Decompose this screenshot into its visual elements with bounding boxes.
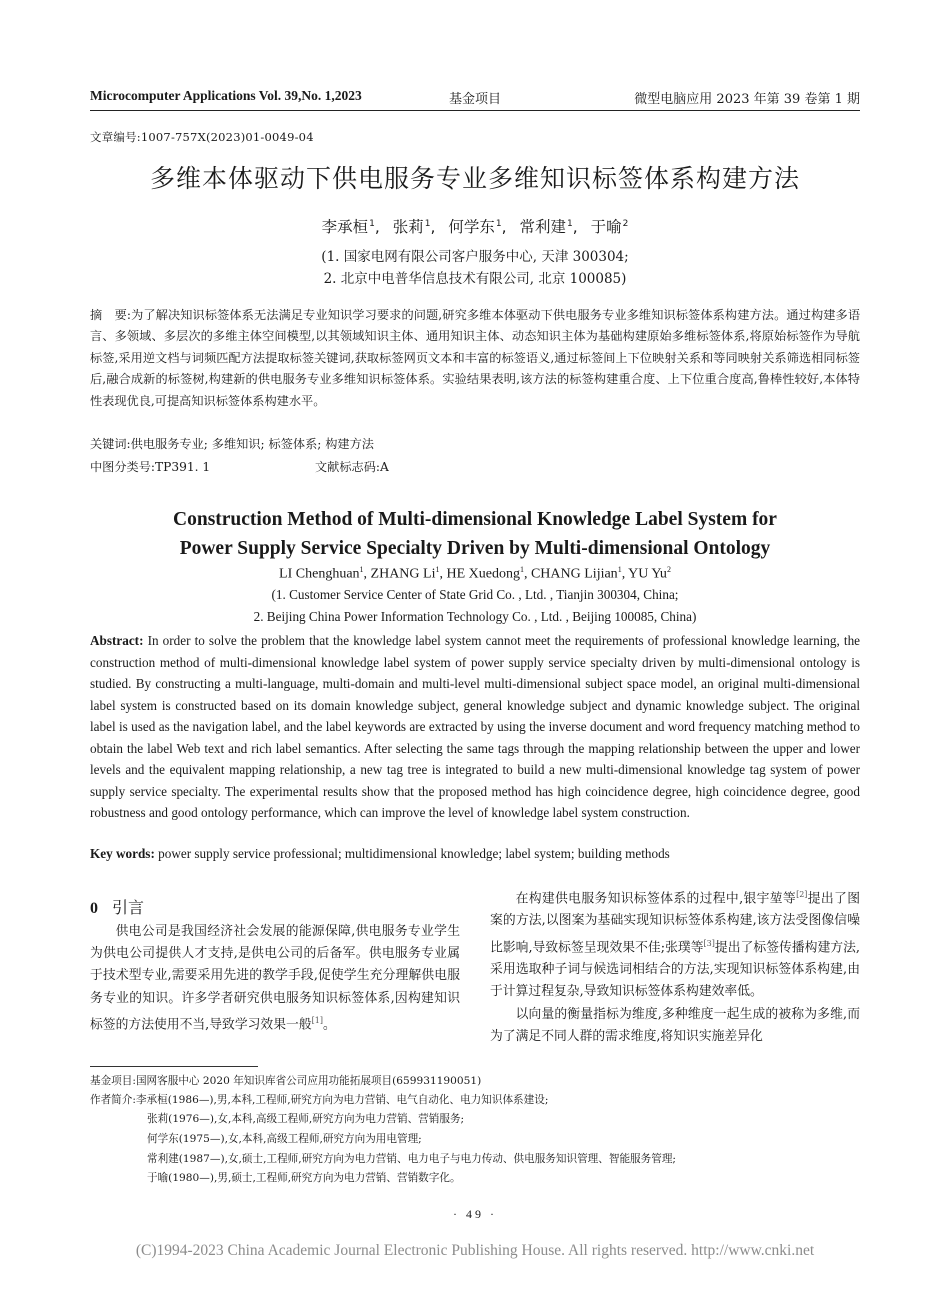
clc-label: 中图分类号: <box>90 460 156 474</box>
citation-ref[interactable]: [2] <box>796 890 808 899</box>
citation-ref[interactable]: [3] <box>703 938 715 948</box>
paragraph-end: 。 <box>322 1017 336 1033</box>
paragraph <box>90 921 460 1036</box>
author-affiliation-mark: 1 <box>617 565 622 574</box>
english-abstract-text: In order to solve the problem that the knowledge label system cannot meet the requirements of professional knowledge learning, the construction method of multi-dimensional knowledge label system of power supply service specialty driven by multi-dimensional ontology is studied. By constructing a multi-language, multi-domain and multi-level multi-dimensional subject space model, an original multi-dimensional label system is constructed based on its domain knowledge subject, general knowledge subject and dynamic knowledge subject. The original label is used as the navigation label, and the label keywords are extracted by using the inverse document and word frequency matching method to obtain the label Web text and rich label semantics. After selecting the same tags through the mapping relationship between the upper and lower levels and the equivalent mapping relationship, a new tag tree is integrated to build a new multi-dimensional knowledge tag system of power supply service specialty. The experimental results show that the proposed method has high coincidence degree, high coincidence degree, good robustness and good ontology performance, which can improve the level of knowledge label system construction. <box>90 633 861 820</box>
footnote-author-5: 于喻(1980—),男,硕士,工程师,研究方向为电力营销、营销数字化。 <box>147 1172 461 1184</box>
author-name: 常利建 <box>519 218 566 236</box>
english-title-line-2: Power Supply Service Specialty Driven by Multi-dimensional Ontology <box>179 538 771 559</box>
author-name: ZHANG Li <box>370 566 436 582</box>
chinese-abstract-text: 为了解决知识标签体系无法满足专业知识学习要求的问题,研究多维本体驱动下供电服务专业多维知识标签体系构建方法。通过构建多语言、多领域、多层次的多维主体空间模型,以其领域知识主体、通用知识主体、动态知识主体为基础构建原始多维标签体系,将原始标签作为导航标签,采用逆文档与词频匹配方法提取标签关键词,获取标签网页文本和丰富的标签语义,通过标签间上下位映射关系和等同映射关系筛选相同标签后,融合成新的标签树,构建新的供电服务专业多维知识标签体系。实验结果表明,该方法的标签构建重合度、上下位重合度高,鲁棒性较好,本体特性表现优良,可提高知识标签体系构建水平。 <box>90 308 861 408</box>
section-number: 0 <box>90 900 98 917</box>
author-name: 张莉 <box>392 218 424 236</box>
author-affiliation-mark: 1 <box>369 218 375 229</box>
author-affiliation-mark: 1 <box>495 218 502 229</box>
paragraph-text: 提出了图案的方法,以图案为基础实现知识标签体系构建,该方法受图像信噪比影响,导致标签呈现效果不佳;张璞等 <box>490 891 861 955</box>
author-name: 于喻 <box>590 218 622 236</box>
english-abstract <box>90 630 860 824</box>
citation-ref[interactable]: [1] <box>311 1015 323 1025</box>
paragraph-text: 提出了标签传播构建方法,采用选取种子词与候选词相结合的方法,实现知识标签体系构建,由于计算过程复杂,导致知识标签体系构建效率低。 <box>490 939 860 1000</box>
author-affiliation-mark: 1 <box>567 218 573 229</box>
chinese-keywords-text: 供电服务专业; 多维知识; 标签体系; 构建方法 <box>130 437 374 451</box>
author-name: YU Yu <box>628 566 667 582</box>
chinese-authors: 李承桓$^1$, 张莉$^1$, 何学东$^1$, 常利建$^1$, 于喻$^2$ <box>321 218 629 236</box>
document-code <box>315 458 389 475</box>
header-journal-english: Microcomputer Applications Vol. 39,No. 1,2023 <box>90 88 362 103</box>
header-rule <box>90 110 860 111</box>
author-name: 何学东 <box>448 218 495 236</box>
footnote-author-3: 何学东(1975—),女,本科,高级工程师,研究方向为用电管理; <box>147 1133 422 1145</box>
paragraph-text: 在构建供电服务知识标签体系的过程中,银宇堃等 <box>515 891 797 907</box>
english-affiliation-1: (1. Customer Service Center of State Grid Co. , Ltd. , Tianjin 300304, China; <box>271 587 679 602</box>
author-name: CHANG Lijian <box>530 566 618 582</box>
author-affiliation-mark: 1 <box>519 565 524 574</box>
english-keywords <box>90 846 860 862</box>
section-title: 引言 <box>112 898 145 917</box>
chinese-keywords <box>90 435 374 452</box>
section-heading <box>90 895 144 918</box>
author-affiliation-mark: 2 <box>666 565 671 574</box>
chinese-abstract-label: 摘 要: <box>90 308 131 322</box>
clc-value: TP391. 1 <box>155 460 211 474</box>
running-header <box>90 88 860 110</box>
doc-value: A <box>380 460 389 474</box>
paragraph-text: 供电公司是我国经济社会发展的能源保障,供电服务专业学生为供电公司提供人才支持,是供电公司的后备军。供电服务专业属于技术型专业,需要采用先进的教学手段,促使学生充分理解供电服务专业的知识。许多学者研究供电服务知识标签体系,因构建知识标签的方法使用不当,导致学习效果一般 <box>90 924 460 1033</box>
header-category: 基金项目 <box>448 92 501 107</box>
article-number: 文章编号:1007-757X(2023)01-0049-04 <box>90 130 314 144</box>
english-title-line-1: Construction Method of Multi-dimensional Knowledge Label System for <box>173 509 777 530</box>
author-affiliation-mark: 1 <box>359 565 364 574</box>
english-keywords-text: power supply service professional; multidimensional knowledge; label system; building methods <box>158 846 670 861</box>
english-keywords-label: Key words: <box>90 846 155 861</box>
author-name: LI Chenghuan <box>279 566 360 582</box>
author-affiliation-mark: 2 <box>622 218 629 229</box>
author-name: 李承桓 <box>321 218 369 236</box>
paragraph <box>490 884 860 1004</box>
right-column <box>490 884 860 1048</box>
chinese-abstract <box>90 305 860 412</box>
footnote-rule <box>90 1066 258 1067</box>
footnote-fund: 基金项目:国网客服中心 2020 年知识库省公司应用功能拓展项目(659931190051) <box>90 1075 482 1087</box>
english-authors: LI Chenghuan$^1$, ZHANG Li$^1$, HE Xuedong$^1$, CHANG Lijian$^1$, YU Yu$^2$ <box>279 565 671 582</box>
left-column <box>90 921 460 1036</box>
english-affiliation-2: 2. Beijing China Power Information Technology Co. , Ltd. , Beijing 100085, China) <box>253 609 697 624</box>
chinese-affiliation-2: 2. 北京中电普华信息技术有限公司, 北京 100085) <box>323 271 627 287</box>
english-abstract-label: Abstract: <box>90 633 144 648</box>
paragraph: 以向量的衡量指标为维度,多种维度一起生成的被称为多维,而为了满足不同人群的需求维度,将知识实施差异化 <box>490 1006 860 1044</box>
doc-label: 文献标志码: <box>315 460 381 474</box>
footnote-author-4: 常利建(1987—),女,硕士,工程师,研究方向为电力营销、电力电子与电力传动、供电服务知识管理、智能服务管理; <box>147 1153 676 1165</box>
author-name: HE Xuedong <box>446 566 520 582</box>
chinese-title: 多维本体驱动下供电服务专业多维知识标签体系构建方法 <box>149 164 800 193</box>
footnote-author-intro: 作者简介:李承桓(1986—),男,本科,工程师,研究方向为电力营销、电气自动化、电力知识体系建设; <box>90 1094 549 1106</box>
page-number: · 49 · <box>453 1207 497 1221</box>
chinese-affiliation-1: (1. 国家电网有限公司客户服务中心, 天津 300304; <box>321 249 629 265</box>
author-affiliation-mark: 1 <box>424 218 431 229</box>
header-journal-chinese: 微型电脑应用 2023 年第 39 卷第 1 期 <box>634 92 860 107</box>
copyright-watermark: (C)1994-2023 China Academic Journal Electronic Publishing House. All rights reserved. http://www.cnki.net <box>135 1242 815 1259</box>
classification-line <box>90 458 860 475</box>
footnote-author-2: 张莉(1976—),女,本科,高级工程师,研究方向为电力营销、营销服务; <box>147 1113 465 1125</box>
author-affiliation-mark: 1 <box>435 565 440 574</box>
chinese-keywords-label: 关键词: <box>90 437 131 451</box>
